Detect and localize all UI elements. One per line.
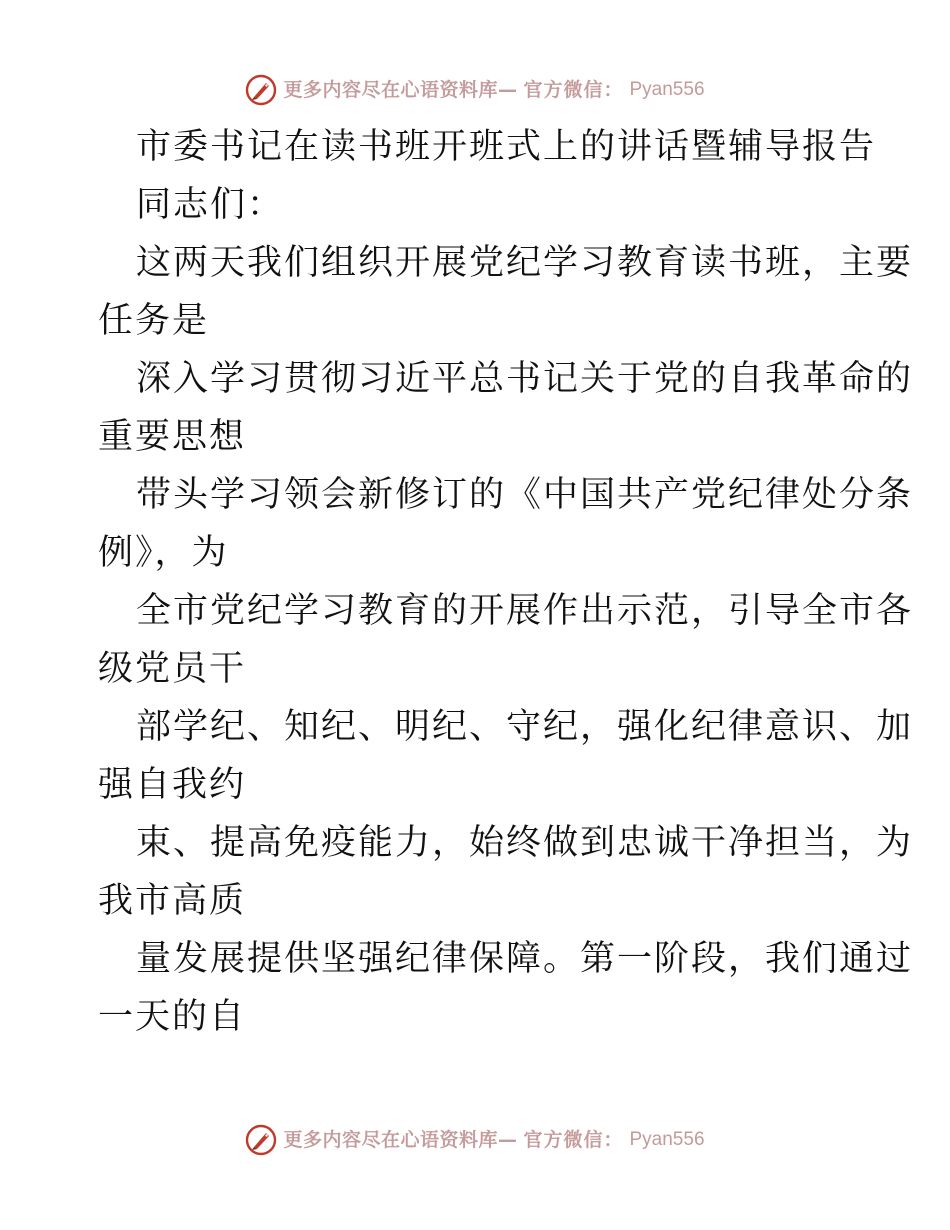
document-body xyxy=(98,118,914,1046)
wechat-id: Pyan556 xyxy=(629,79,705,100)
salutation: 同志们： xyxy=(136,185,285,225)
text-line: 强自我约 xyxy=(98,765,247,805)
text-line: 带头学习领会新修订的《中国共产党纪律处分条 xyxy=(136,475,914,515)
text-line: 级党员干 xyxy=(98,649,247,689)
site-text: 更多内容尽在心语资料库— xyxy=(283,79,518,101)
site-text: 更多内容尽在心语资料库— xyxy=(283,1129,518,1151)
text-line: 深入学习贯彻习近平总书记关于党的自我革命的 xyxy=(136,359,914,399)
pen-nib-logo-icon xyxy=(245,1124,277,1156)
text-line: 我市高质 xyxy=(98,881,247,921)
text-line: 重要思想 xyxy=(98,417,247,457)
pen-nib-logo-icon xyxy=(245,74,277,106)
wechat-label: 官方微信： xyxy=(523,1129,624,1151)
text-line: 全市党纪学习教育的开展作出示范，引导全市各 xyxy=(136,591,914,631)
header-watermark-banner xyxy=(0,70,950,110)
text-line: 量发展提供坚强纪律保障。第一阶段，我们通过 xyxy=(136,939,914,979)
text-line: 这两天我们组织开展党纪学习教育读书班，主要 xyxy=(136,243,914,283)
text-line: 部学纪、知纪、明纪、守纪，强化纪律意识、加 xyxy=(136,707,914,747)
text-line: 例》，为 xyxy=(98,533,229,573)
wechat-id: Pyan556 xyxy=(629,1129,705,1150)
text-line: 束、提高免疫能力，始终做到忠诚干净担当，为 xyxy=(136,823,914,863)
document-title: 市委书记在读书班开班式上的讲话暨辅导报告 xyxy=(136,127,877,167)
footer-watermark-banner xyxy=(0,1120,950,1160)
wechat-label: 官方微信： xyxy=(523,79,624,101)
text-line: 一天的自 xyxy=(98,997,247,1037)
text-line: 任务是 xyxy=(98,301,210,341)
